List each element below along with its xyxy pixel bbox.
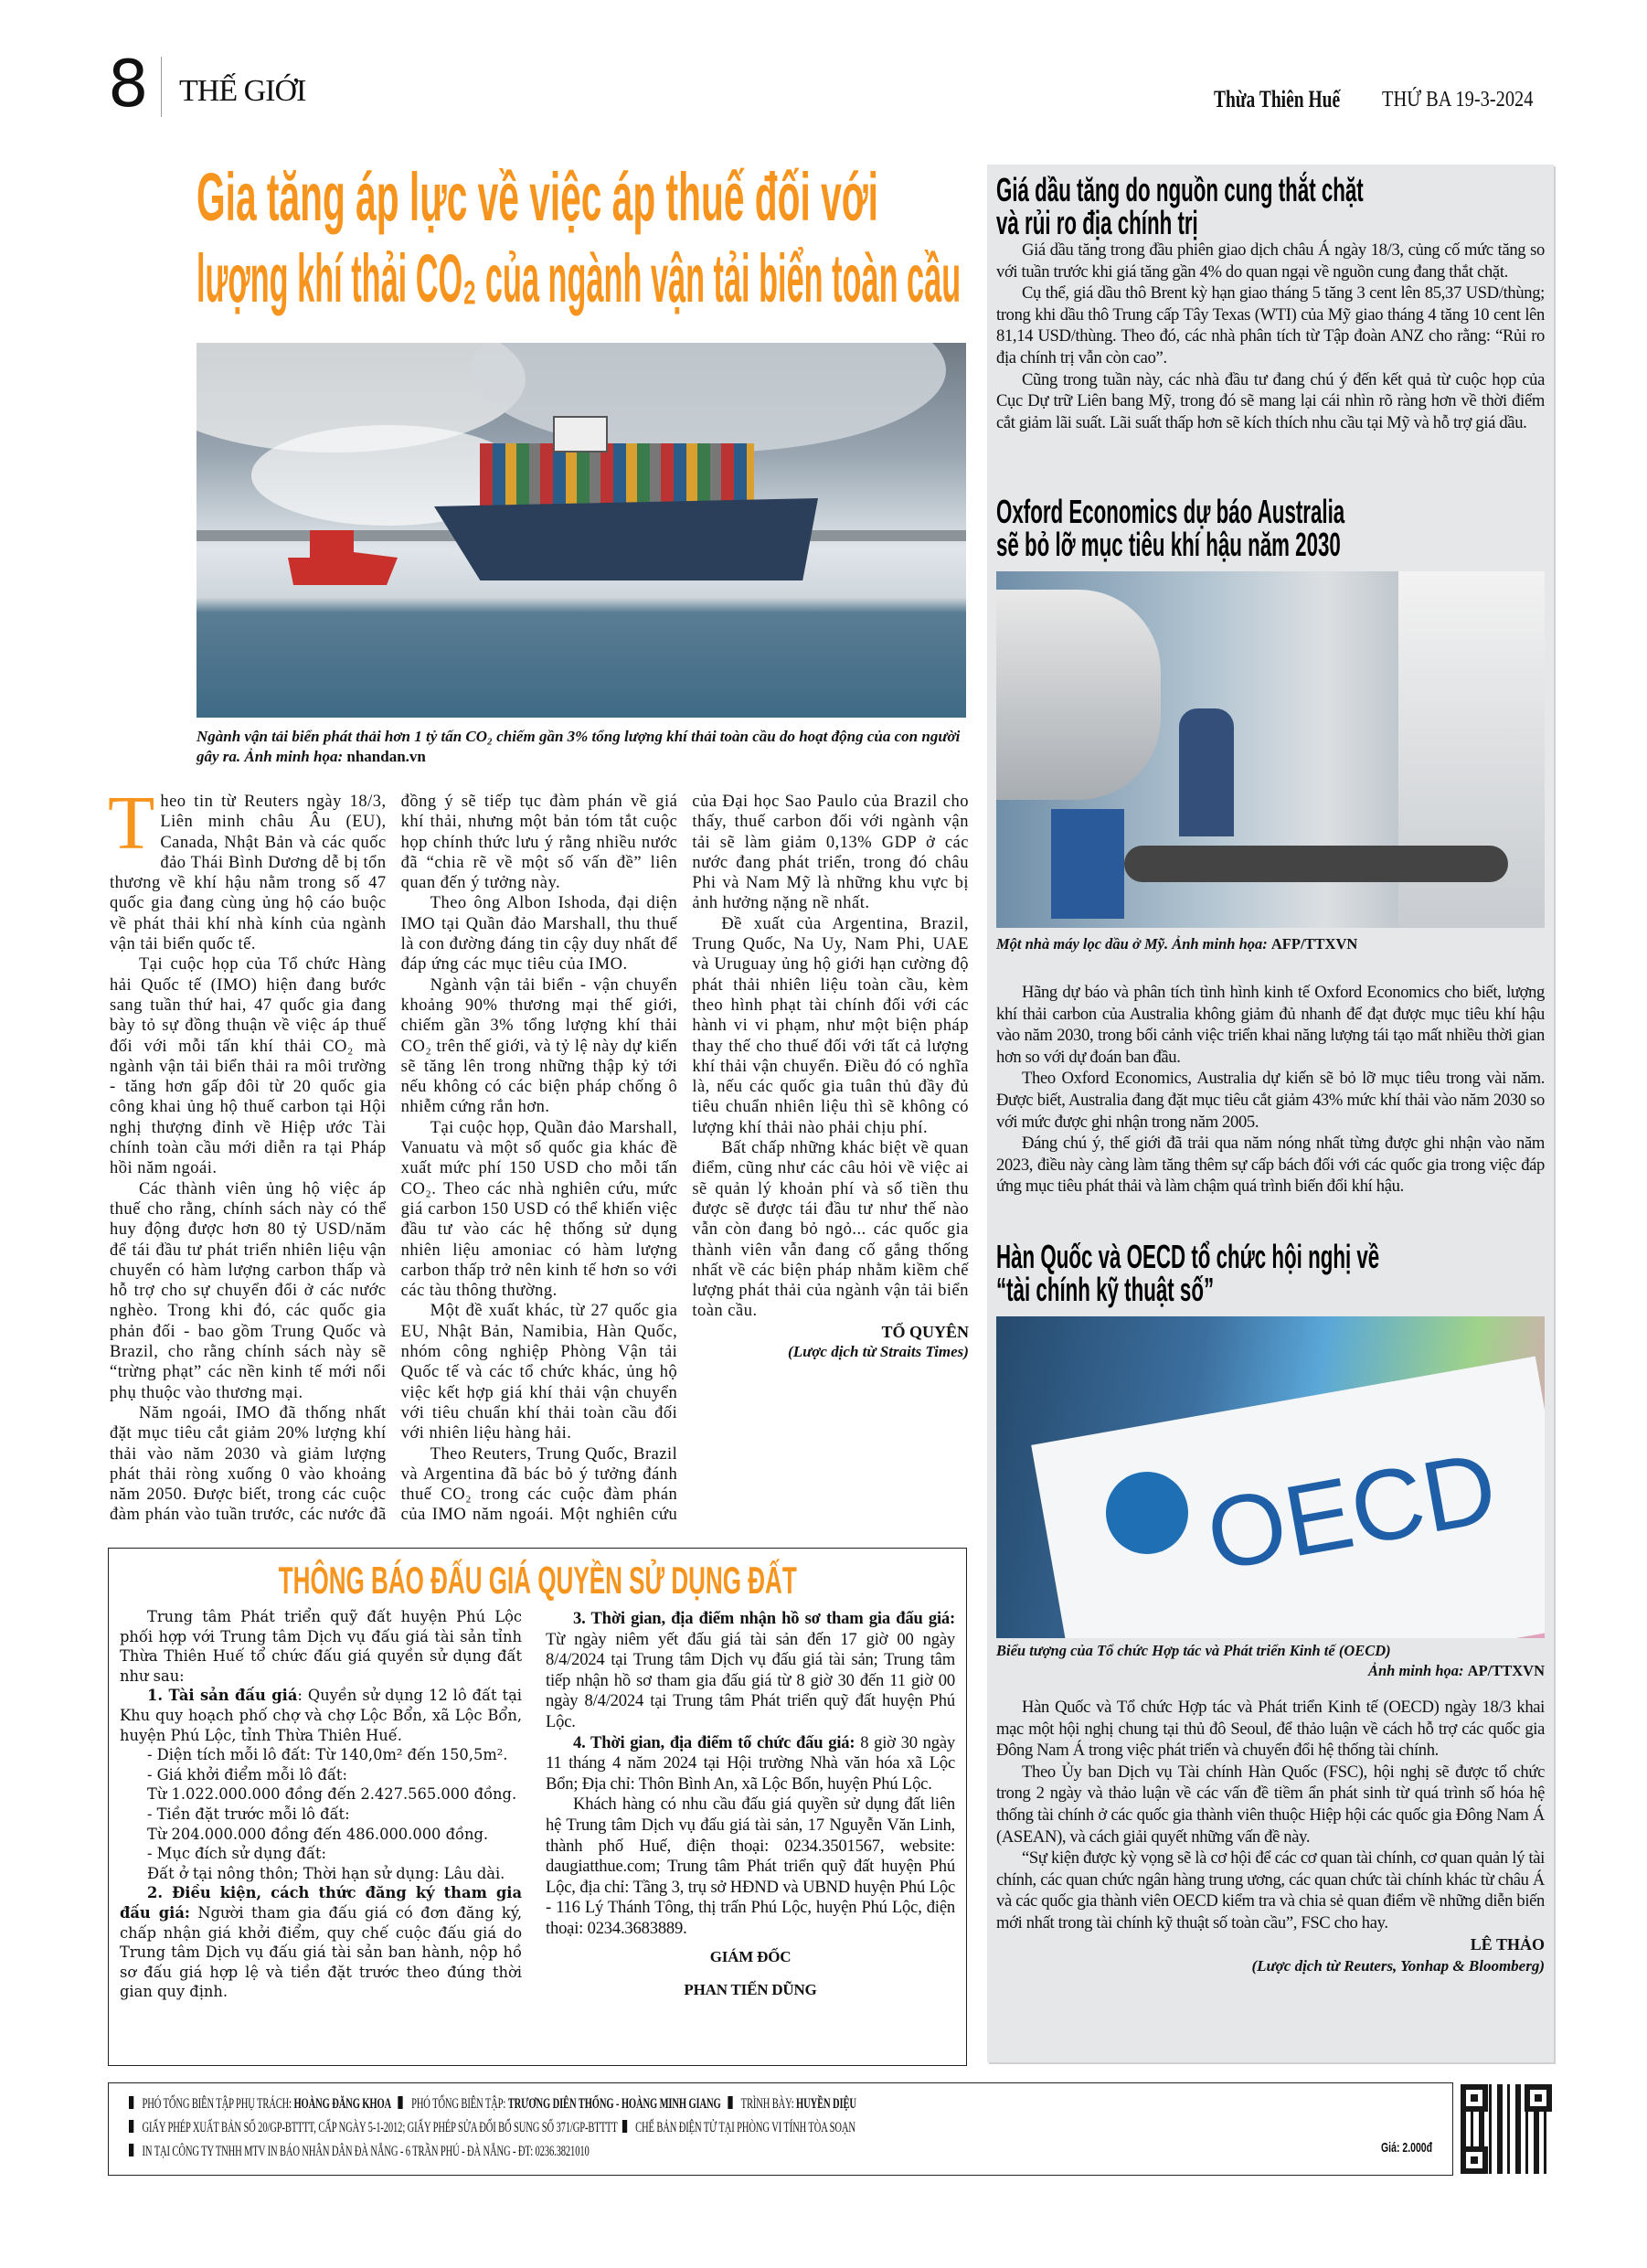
newspaper-name: Thừa Thiên Huế [1214,86,1341,112]
page-number: 8 [108,47,149,122]
footer-editors: PHÓ TỔNG BIÊN TẬP PHỤ TRÁCH: HOÀNG ĐĂNG KHOA PHÓ TỔNG BIÊN TẬP: TRƯƠNG DIÊN THỐNG - HOÀNG MINH GIANG TRÌNH BÀY: HUYỀN DIỆU [129,2096,856,2113]
article-author: TỐ QUYÊN [881,1322,969,1341]
oecd-author: LÊ THẢO [1470,1934,1545,1954]
article-paragraph: Ngành vận tải biển - vận chuyển khoảng 90% thương mại thế giới, chiếm gần 3% tổng lượng khí thải CO₂ trên thế giới, và tỷ lệ này dự kiến sẽ tăng lên trong những thập kỷ tới nếu không có các biện pháp chống ô nhiễm cứng rắn hơn. [400,975,678,1117]
oecd-logo-photo [996,1316,1545,1638]
footer-printer: IN TẠI CÔNG TY TNHH MTV IN BÁO NHÂN DÂN ĐÀ NẴNG - 6 TRẦN PHÚ - ĐÀ NẴNG - ĐT: 0236.3821010 [129,2144,590,2160]
main-photo-caption [197,727,966,767]
oil-body: Giá dầu tăng trong đầu phiên giao dịch châu Á ngày 18/3, củng cố mức tăng so với tuần trước khi giá tăng gần 4% do quan ngại về nguồn cung đang thắt chặt. Cụ thể, giá dầu thô Brent kỳ hạn giao tháng 5 tăng 3 cent lên 85,37 USD/thùng; trong khi dầu thô Trung cấp Tây Texas (WTI) của Mỹ giao tháng 4 tăng 10 cent lên 81,14 USD/thùng. Theo đó, các nhà phân tích từ Tập đoàn ANZ cho rằng: “Rủi ro địa chính trị vẫn còn cao”. Cũng trong tuần này, các nhà đầu tư đang chú ý đến kết quả từ cuộc họp của Cục Dự trữ Liên bang Mỹ, trong đó sẽ mang lại cái nhìn rõ ràng hơn về thời điểm cắt giảm lãi suất. Lãi suất thấp hơn sẽ kích thích nhu cầu tại Mỹ và hỗ trợ giá dầu. [996,240,1545,432]
main-article-body [108,781,969,1537]
caption-text: Ngành vận tải biển phát thải hơn 1 tỷ tấn CO₂ chiếm gần 3% tổng lượng khí thải toàn cầu do hoạt động của con người gây ra. Ảnh minh họa: [197,728,961,765]
article-paragraph: Theo ông Albon Ishoda, đại diện IMO tại Quần đảo Marshall, thu thuế là con đường đáng tin cậy duy nhất để đáp ứng các mục tiêu của IMO. [400,894,678,974]
oecd-headline: Hàn Quốc và OECD tổ chức hội nghị về “tài chính kỹ thuật số” [996,1238,1380,1308]
oecd-logo-text: OECD [1198,1431,1505,1592]
auction-column-2: 3. Thời gian, địa điểm nhận hồ sơ tham gia đấu giá: Từ ngày niêm yết đấu giá tài sản đến 17 giờ 00 ngày 8/4/2024 tại Trung tâm Dịch vụ đấu giá tài sản; Trung tâm tiếp nhận hồ sơ tham gia đấu giá từ 8 giờ 30 đến 11 giờ 00 ngày 8/4/2024 tại Trung tâm Phát triển quỹ đất huyện Phú Lộc. 4. Thời gian, địa điểm tổ chức đấu giá: 8 giờ 30 ngày 11 tháng 4 năm 2024 tại Hội trường Nhà văn hóa xã Lộc Bổn; Địa chỉ: Thôn Bình An, xã Lộc Bổn, huyện Phú Lộc. Khách hàng có nhu cầu đấu giá quyền sử dụng đất liên hệ Trung tâm Dịch vụ đấu giá tài sản, 17 Nguyễn Văn Linh, thành phố Huế, điện thoại: 0234.3501567, website: daugiatthue.com; Trung tâm Phát triển quỹ đất huyện Phú Lộc, địa chỉ: Tầng 3, trụ sở HĐND và UBND huyện Phú Lộc - 116 Lý Thánh Tông, thị trấn Phú Lộc, huyện Phú Lộc, điện thoại: 0234.3683889. GIÁM ĐỐC PHAN TIẾN DŨNG [546,1609,955,2001]
australia-headline: Oxford Economics dự báo Australia sẽ bỏ lỡ mục tiêu khí hậu năm 2030 [996,493,1345,563]
qr-code[interactable] [1461,2084,1552,2174]
section-title: THẾ GIỚI [179,74,306,108]
article-paragraph: Tại cuộc họp, Quần đảo Marshall, Vanuatu và một số quốc gia khác đề xuất mức phí 150 USD cho mỗi tấn CO₂. Theo các nhà nghiên cứu, mức giá carbon 150 USD có thể khiến việc đầu tư vào các hệ thống sử dụng nhiên liệu amoniac có hàm lượng carbon thấp trở nên kinh tế hơn so với các tàu thông thường. [400,1118,678,1301]
article-paragraph: Theo tin từ Reuters ngày 18/3, Liên minh châu Âu (EU), Canada, Nhật Bản và các quốc đảo Thái Bình Dương dễ bị tổn thương về khí hậu nằm trong số 47 quốc gia đang cùng ủng hộ cáo buộc về phát thải khí nhà kính của ngành vận tải biển quốc tế. [108,781,387,954]
footer-license: GIẤY PHÉP XUẤT BẢN SỐ 20/GP-BTTTT, CẤP NGÀY 5-1-2012; GIẤY PHÉP SỬA ĐỔI BỔ SUNG SỐ 371/GP-BTTTT CHẾ BẢN ĐIỆN TỬ TẠI PHÒNG VI TÍNH TÒA SOẠN [129,2120,855,2136]
signer-name: PHAN TIẾN DŨNG [684,1981,817,1999]
article-source: (Lược dịch từ Straits Times) [788,1343,969,1361]
oecd-body: Hàn Quốc và Tổ chức Hợp tác và Phát triển Kinh tế (OECD) ngày 18/3 khai mạc một hội nghị chung tại thủ đô Seoul, để thảo luận về cách hỗ trợ các quốc gia Đông Nam Á trong việc phát triển và chuyển đổi hệ thống tài chính. Theo Ủy ban Dịch vụ Tài chính Hàn Quốc (FSC), hội nghị sẽ được tổ chức trong 2 ngày và thảo luận về các vấn đề tiềm ẩn phát sinh từ quá trình số hóa hệ thống tài chính ở các quốc gia thành viên thuộc Hiệp hội các quốc gia Đông Nam Á (ASEAN), và cách giải quyết những vấn đề này. “Sự kiện được kỳ vọng sẽ là cơ hội để các cơ quan tài chính, cơ quan quản lý tài chính, các quan chức ngân hàng trung ương, các quan chức tài chính khác từ châu Á và các quốc gia thành viên OECD kiểm tra và chia sẻ quan điểm về những diễn biến mới nhất trong tài chính kỹ thuật số toàn cầu”, FSC cho hay. LÊ THẢO (Lược dịch từ Reuters, Yonhap & Bloomberg) [996,1697,1545,1977]
headline-line-2: lượng khí thải CO₂ của ngành vận tải biển toàn cầu [197,240,962,316]
oecd-source: (Lược dịch từ Reuters, Yonhap & Bloomberg) [1251,1957,1545,1975]
article-paragraph: Theo Reuters, Trung Quốc, Brazil và Argentina đã bác bỏ ý tưởng đánh thuế CO₂ trong các cuộc đàm phán của IMO năm ngoái. Một nghiên cứu của Đại học Sao Paulo của Brazil cho thấy, thuế carbon đối với ngành vận tải sẽ làm giảm 0,13% GDP ở các nước đang phát triển, trong đó châu Phi và Nam Mỹ là những khu vực bị ảnh hưởng nặng nề nhất. [400,793,969,1525]
signer-title: GIÁM ĐỐC [709,1947,792,1965]
australia-body: Hãng dự báo và phân tích tình hình kinh tế Oxford Economics cho biết, lượng khí thải carbon của Australia không giảm đủ nhanh để đạt được mục tiêu khí hậu vào năm 2030, trong bối cảnh việc triển khai năng lượng tái tạo mất nhiều thời gian hơn so với dự đoán ban đầu. Theo Oxford Economics, Australia dự kiến sẽ bỏ lỡ mục tiêu trong vài năm. Được biết, Australia đang đặt mục tiêu cắt giảm 43% mức khí thải vào năm 2030 so với mức được ghi nhận trong năm 2005. Đáng chú ý, thế giới đã trải qua năm nóng nhất từng được ghi nhận vào năm 2023, điều này càng làm tăng thêm sự cấp bách đối với các quốc gia trong việc đáp ứng mục tiêu phát thải và làm chậm quá trình biến đổi khí hậu. [996,983,1545,1197]
oecd-photo-caption: Biểu tượng của Tổ chức Hợp tác và Phát triển Kinh tế (OECD) Ảnh minh họa: AP/TTXVN [996,1642,1545,1679]
header-divider [161,57,162,117]
main-headline [197,157,964,320]
drop-cap: T [108,781,155,866]
photo-credit: nhandan.vn [346,748,426,765]
article-paragraph: Bất chấp những khác biệt về quan điểm, cũng như các câu hỏi về việc ai sẽ quản lý khoản phí và số tiền thu được sẽ được tái đầu tư như thế nào vẫn còn đang bỏ ngỏ... các quốc gia thành viên vẫn đang cố gắng thống nhất về các biện pháp nhằm kiềm chế lượng phát thải của ngành vận tải biển toàn cầu. [692,1139,969,1321]
land-auction-notice [108,1548,967,2066]
oil-headline: Giá dầu tăng do nguồn cung thắt chặt và rủi ro địa chính trị [996,171,1364,241]
article-paragraph: Một đề xuất khác, từ 27 quốc gia EU, Nhật Bản, Namibia, Hàn Quốc, nhóm công nghiệp Phòng Vận tải Quốc tế và các tổ chức khác, ủng hộ việc kết hợp giá khí thải vận chuyển với tiêu chuẩn khí thải toàn cầu đối với nhiên liệu hàng hải. [400,1302,678,1443]
article-paragraph: Đề xuất của Argentina, Brazil, Trung Quốc, Na Uy, Nam Phi, UAE và Uruguay ủng hộ giới hạn cường độ phát thải nhiên liệu toàn cầu, kèm theo hình phạt tài chính đối với các hành vi vi phạm, như một biện pháp thay thế cho thuế đối với tất cả lượng khí thải vận chuyển. Điều đó có nghĩa là, nếu các quốc gia tuân thủ đầy đủ tiêu chuẩn nhiên liệu thì sẽ không có lượng khí thải nào phải chịu phí. [692,914,969,1137]
headline-line-1: Gia tăng áp lực về việc áp thuế đối với [197,159,878,235]
article-paragraph: Năm ngoái, IMO đã thống nhất đặt mục tiêu cắt giảm 20% lượng khí thải vào năm 2030 và giảm lượng phát thải ròng xuống 0 vào khoảng năm 2050. Được biết, trong các cuộc đàm phán vào tuần trước, các nước đã đồng ý sẽ tiếp tục đàm phán về giá khí thải, nhưng một bản tóm tắt cuộc họp chính thức lưu ý rằng nhiều nước đã “chia rẽ về một số vấn đề” liên quan đến ý tưởng này. [110,793,678,1525]
price-label: Giá: 2.000đ [1380,2140,1432,2156]
container-ship-photo [197,343,966,718]
auction-title: THÔNG BÁO ĐẤU GIÁ QUYỀN SỬ DỤNG ĐẤT [278,1559,797,1602]
issue-date: THỨ BA 19-3-2024 [1382,88,1534,112]
article-paragraph: Các thành viên ủng hộ việc áp thuế cho rằng, chính sách này có thể huy động được hơn 80 tỷ USD/năm để tái đầu tư phát triển nhiên liệu vận chuyển có hàm lượng carbon thấp và hỗ trợ cho sự chuyển đổi ở các nước nghèo. Trong khi đó, các quốc gia phản đối - bao gồm Trung Quốc và Brazil, cho rằng chính sách này sẽ “trừng phạt” các nền kinh tế mới nổi phụ thuộc vào thương mại. [110,1179,387,1402]
news-brief-sidebar [987,165,1554,2062]
auction-column-1: Trung tâm Phát triển quỹ đất huyện Phú Lộc phối hợp với Trung tâm Dịch vụ đấu giá tài sản tỉnh Thừa Thiên Huế tổ chức đấu giá quyền sử dụng đất như sau: 1. Tài sản đấu giá: Quyền sử dụng 12 lô đất tại Khu quy hoạch phố chợ và chợ Lộc Bổn, xã Lộc Bổn, huyện Phú Lộc, tỉnh Thừa Thiên Huế. - Diện tích mỗi lô đất: Từ 140,0m² đến 150,5m². - Giá khởi điểm mỗi lô đất: Từ 1.022.000.000 đồng đến 2.427.565.000 đồng. - Tiền đặt trước mỗi lô đất: Từ 204.000.000 đồng đến 486.000.000 đồng. - Mục đích sử dụng đất: Đất ở tại nông thôn; Thời hạn sử dụng: Lâu dài. 2. Điều kiện, cách thức đăng ký tham gia đấu giá: Người tham gia đấu giá có đơn đăng ký, chấp nhận giá khởi điểm, quy chế cuộc đấu giá do Trung tâm Dịch vụ đấu giá tài sản ban hành, nộp hồ sơ đấu giá hợp lệ và tiền đặt trước theo đúng thời gian quy định. [120,1608,522,2001]
masthead-footer [108,2082,1453,2176]
oil-refinery-photo [996,571,1545,928]
refinery-photo-caption: Một nhà máy lọc dầu ở Mỹ. Ảnh minh họa: AFP/TTXVN [996,935,1358,953]
article-paragraph: Tại cuộc họp của Tổ chức Hàng hải Quốc tế (IMO) hiện đang bước sang tuần thứ hai, 47 quốc gia đang bày tỏ sự đồng thuận về việc áp thuế đối với mỗi tấn khí thải CO₂ mà ngành vận tải biển thải ra môi trường - tăng hơn gấp đôi từ 20 quốc gia công khai ủng hộ thuế carbon tại Hội nghị thượng đỉnh về Hiệp ước Tài chính toàn cầu mới diễn ra tại Pháp hồi năm ngoái. [110,955,387,1178]
